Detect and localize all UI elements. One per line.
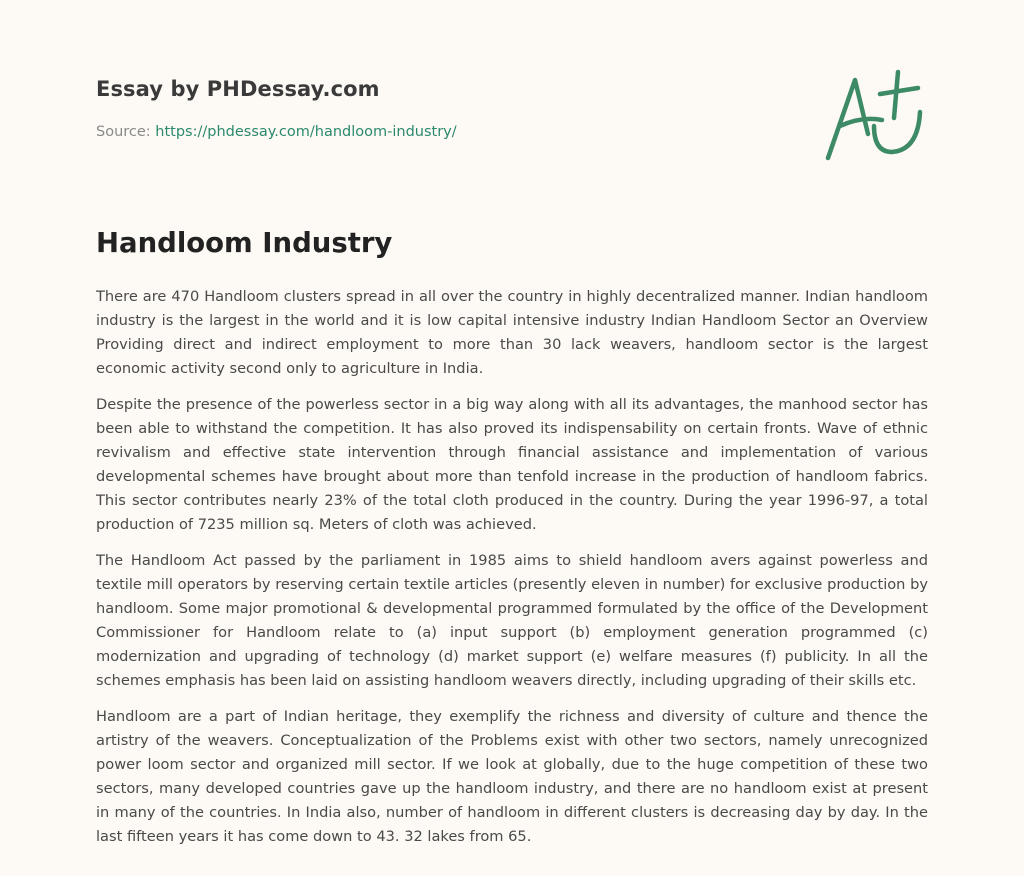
source-label: Source: xyxy=(96,124,156,140)
paragraph-3: The Handloom Act passed by the parliament in 1985 aims to shield handloom avers against powerless and textile mill operators by reserving certain textile articles (presently eleven in number) for exclusive production by handloom. Some major promotional & developmental programmed formulated by the office of the Development Commissioner for Handloom relate to (a) input support (b) employment generation programmed (c) modernization and upgrading of technology (d) market support (e) welfare measures (f) publicity. In all the schemes emphasis has been laid on assisting handloom weavers directly, including upgrading of their skills etc. xyxy=(96,552,928,689)
source-link[interactable]: https://phdessay.com/handloom-industry/ xyxy=(155,124,457,140)
article-body xyxy=(96,285,928,861)
paragraph-2: Despite the presence of the powerless sector in a big way along with all its advantages, the manhood sector has been able to withstand the competition. It has also proved its indispensability on certain fronts. Wave of ethnic revivalism and effective state intervention through financial assistance and implementation of various developmental schemes have brought about more than tenfold increase in the production of handloom fabrics. This sector contributes nearly 23% of the total cloth produced in the country. During the year 1996-97, a total production of 7235 million sq. Meters of cloth was achieved. xyxy=(96,396,928,533)
a-plus-logo-icon xyxy=(822,68,926,164)
site-brand: Essay by PHDessay.com xyxy=(96,77,380,101)
article-title: Handloom Industry xyxy=(96,227,393,259)
paragraph-1: There are 470 Handloom clusters spread in all over the country in highly decentralized manner. Indian handloom industry is the largest in the world and it is low capital intensive industry Indian Handloom Sector an Overview Providing direct and indirect employment to more than 30 lack weavers, handloom sector is the largest economic activity second only to agriculture in India. xyxy=(96,288,928,377)
source-line xyxy=(96,124,457,140)
paragraph-4: Handloom are a part of Indian heritage, they exemplify the richness and diversity of culture and thence the artistry of the weavers. Conceptualization of the Problems exist with other two sectors, namely unrecognized power loom sector and organized mill sector. If we look at globally, due to the huge competition of these two sectors, many developed countries gave up the handloom industry, and there are no handloom exist at present in many of the countries. In India also, number of handloom in different clusters is decreasing day by day. In the last fifteen years it has come down to 43. 32 lakes from 65. xyxy=(96,708,928,845)
